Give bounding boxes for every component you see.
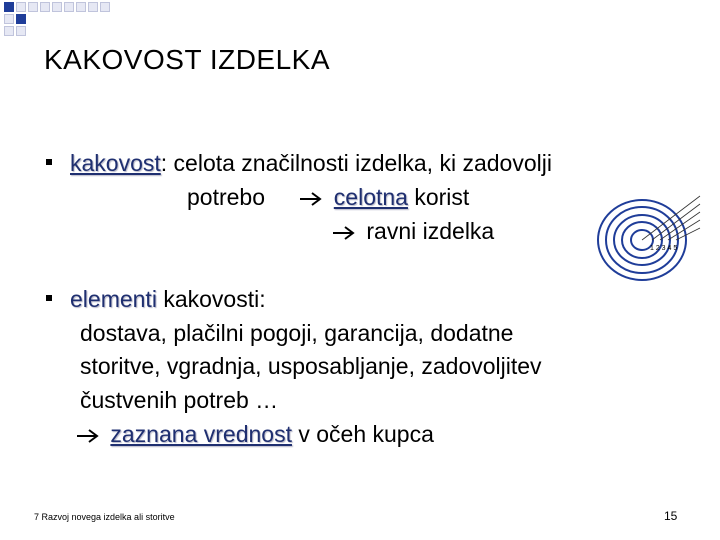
- term-elementi: elementi: [70, 286, 157, 312]
- arrow-right-icon: [332, 218, 360, 245]
- bullet2-line2: dostava, plačilni pogoji, garancija, dodatne: [80, 320, 514, 346]
- bullet1-line2: [187, 184, 469, 211]
- korist-text: korist: [407, 184, 470, 210]
- ravni-izdelka-text: ravni izdelka: [366, 218, 495, 244]
- target-level-numbers: 1 2 3 4 5: [650, 245, 678, 252]
- slide-footer: 7 Razvoj novega izdelka ali storitve: [34, 512, 175, 522]
- term-celotna: celotna: [333, 184, 408, 210]
- bullet2-line1: [70, 286, 266, 313]
- bullet-marker-1: [46, 159, 52, 165]
- term-kakovost: kakovost: [70, 150, 161, 176]
- bullet2-line3: storitve, vgradnja, usposabljanje, zadovoljitev: [80, 353, 542, 379]
- bullet2-line5: [76, 421, 434, 448]
- corner-decoration: [0, 0, 110, 34]
- arrow-right-icon: [299, 184, 327, 211]
- bullet1-line1: [70, 150, 552, 177]
- v-oceh-kupca-text: v očeh kupca: [291, 421, 434, 447]
- levels-target-diagram: [596, 188, 702, 288]
- term-zaznana-vrednost: zaznana vrednost: [110, 421, 292, 447]
- kakovosti-text: kakovosti:: [156, 286, 266, 312]
- potrebo-text: potrebo: [187, 184, 266, 210]
- bullet1-line3: [332, 218, 494, 245]
- page-number: 15: [664, 509, 678, 523]
- bullet-marker-2: [46, 295, 52, 301]
- slide-title: KAKOVOST IZDELKA: [44, 44, 331, 75]
- arrow-right-icon: [76, 421, 104, 448]
- bullet2-line4: čustvenih potreb …: [80, 387, 279, 413]
- definition-text: : celota značilnosti izdelka, ki zadovolji: [160, 150, 552, 176]
